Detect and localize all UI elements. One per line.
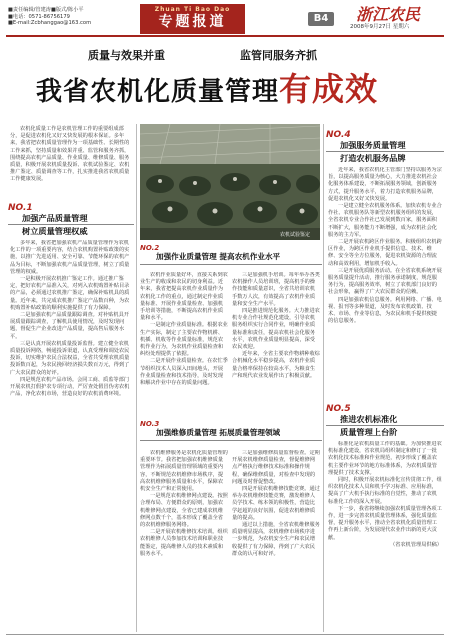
section-3-para: 二是开展农机维修技术培训。组织农机维修人员参加技术培训和职业技能鉴定，提高维修人员的技术素质和服务水平。 <box>140 529 228 557</box>
section-2-title-rule <box>140 264 322 265</box>
editor-line: ■责任编辑/管建涛■版式/陈小平 <box>8 7 84 13</box>
section-1-title-line2: 树立质量管理权威 <box>22 226 88 236</box>
section-4-title-line1: 加强服务质量管理 <box>340 140 406 150</box>
section-4-title-line2: 打造农机服务品牌 <box>340 153 406 163</box>
section-1-para: 一是积极开展农机推广鉴定工作。通过推广鉴定，把好农机产品准入关，对列入农机购置补贴目录的产品，必须通过农机推广鉴定，确保补贴机具的质量。近年来，共完成农机推广鉴定产品数百种，为农机购置补贴政策的顺利实施提供了有力保障。 <box>10 276 130 311</box>
section-3-title-rule <box>140 440 322 441</box>
section-5-title-line2: 质量管理上台阶 <box>340 427 398 437</box>
section-2-number: NO.2 <box>140 244 160 252</box>
section-1-para: 多年来，我省把加强农机产品质量管理作为农机化工作的一项重要内容，结合农机购置补贴政策的实施，以推广先进适用、安全可靠、节能环保的农机产品为目标，不断加强农机产品质量管理，树立了质量管理的权威。 <box>10 240 130 275</box>
section-2-para: 三是加强机手培训。每年举办各类农机操作人员培训班，提高机手的操作技能和质量意识，全省共培训农机手数万人次，有效提高了农机作业质量和安全生产水平。 <box>232 272 320 307</box>
headline-kicker-right: 监管同服务齐抓 <box>240 49 317 62</box>
section-3-header <box>140 420 322 441</box>
section-3-para: 农机维修服务是农机化质量管理的重要环节。我省把加强农机维修质量管理作为拓展质量管理领域的重要内容，不断规范农机维修市场秩序，提高农机维修服务质量和水平，保障农机安全生产和正常使用。 <box>140 450 228 493</box>
section-4-number: NO.4 <box>326 130 351 140</box>
section-1-header <box>8 203 134 236</box>
email-line: ■E-mail:Zcbhanggao@163.com <box>8 20 92 26</box>
section-banner <box>140 4 245 34</box>
section-2-para: 农机作业质量好坏，直接关系到农业生产的收成和农民的切身利益。近年来，我省把提高农机作业质量作为农机化工作的重点，通过制定作业质量标准、开展作业质量检查、加强机手培训等措施，不断提高农机作业质量和水平。 <box>140 272 228 322</box>
section-1-body <box>10 240 132 630</box>
section-1-para: 四是规范农机产品市场。会同工商、质监等部门开展农机打假护农专项行动，严厉查处假冒伪劣农机产品，净化农机市场，营造良好的农机消费环境。 <box>10 376 130 398</box>
section-5-para: 下一步，我省将继续加强农机质量管理各项工作，进一步完善农机质量管理体系，强化质量监督，提升服务水平，推动全省农机化质量管理工作再上新台阶，为发展现代农业作出新的更大贡献。 <box>328 505 442 541</box>
section-name-cn: 专题报道 <box>158 14 227 30</box>
section-5-body <box>328 441 442 631</box>
intro-paragraph: 农机化质量工作是农机管理工作的重要组成部分，是促进农机化又好又快发展的根本保证。多年来，我省把农机质量管理作为一项基础性、长期性的工作来抓，坚持质量和效果并重、监管和服务齐抓，围绕提高农机产品质量、作业质量、维修质量、服务质量，积极开展农机质量投诉、农机试验鉴定、农机推广鉴定、质量调查等工作，扎实推进我省农机质量工作健康发展。 <box>10 126 130 183</box>
section-2-header <box>140 244 322 265</box>
section-4-para: 一是建立健全农机服务体系。加快农机专业合作社、农机服务队等新型农机服务组织的发展，全省农机专业合作社已发展到数百家，服务面积不断扩大，服务能力不断增强，成为农机社会化服务的主力军。 <box>328 203 442 238</box>
section-2-para: 二是开展作业质量检查。在农忙季节组织技术人员深入田间地头，开展作业质量检查和技术指导，及时发现和解决作业中存在的质量问题。 <box>140 358 228 387</box>
headline-main-plain: 我省农机化质量管理 <box>36 77 280 107</box>
section-3-title: 加强维修质量管理 拓展质量管理领域 <box>156 428 281 437</box>
section-3-para: 三是加强维修质量监督检查。定期开展农机维修质量检查，督促维修网点严格执行维修技术标准和操作规程，确保维修质量，对检查中发现的问题及时督促整改。 <box>232 450 320 485</box>
editor-info <box>8 7 91 27</box>
column-divider <box>323 124 324 632</box>
section-5-title-line1: 推进农机标准化 <box>340 414 398 424</box>
section-1-para: 二是加强农机产品质量跟踪调查。对补贴机具开展质量跟踪调查，了解机具使用情况，及时发现问题，督促生产企业改进产品质量，提高售后服务水平。 <box>10 312 129 340</box>
greenhouse-photo <box>140 124 320 240</box>
section-2-body-left <box>140 272 228 418</box>
phone-line: ■电话：0571-86756179 <box>8 13 70 20</box>
section-2-title: 加强作业质量管理 提高农机作业水平 <box>156 252 281 261</box>
section-1-title-rule <box>8 224 134 225</box>
section-name-en: Zhuan Ti Bao Dao <box>154 6 231 13</box>
section-5-header <box>326 404 444 437</box>
section-2-para: 近年来，全省主要农作物耕种收综合机械化水平稳步提高，农机作业质量合格率保持在较高水平，为粮食生产和现代农业发展作出了积极贡献。 <box>232 351 320 379</box>
section-5-para: 标准化是农机质量工作的基础。为加快推进农机标准化建设，省农机局组织制定和修订了一批农机化技术标准和作业规范，初步形成了覆盖农机主要作业环节的地方标准体系，为农机质量管理提供了技术支撑。 <box>328 441 442 476</box>
section-5-para: 同时，积极开展农机标准化宣传贯彻工作，组织农机化技术人员和机手学习标准、应用标准，提高了广大机手执行标准的自觉性，推动了农机标准化工作的深入开展。 <box>328 477 442 505</box>
section-4-para: 二是开展农机跨区作业服务。积极组织农机跨区作业，为跨区作业机手提供信息、技术、维修、安全等全方位服务，促进农机资源的合理流动和高效利用，增加机手收入。 <box>328 239 442 267</box>
section-3-body-right <box>232 450 320 632</box>
section-5-number: NO.5 <box>326 404 351 414</box>
headline-main <box>36 64 378 110</box>
bottom-rule <box>6 634 444 635</box>
section-4-para: 三是开展优质服务活动。在全省农机系统开展服务质量提升活动，推行服务承诺制度，规范服务行为，提高服务效率，树立了农机部门良好的社会形象，赢得了广大农民群众的信赖。 <box>328 267 442 296</box>
page-number-badge: B4 <box>308 12 334 26</box>
column-divider <box>136 124 137 632</box>
section-4-para: 四是加强农机信息服务。利用网络、广播、电视、报刊等多种渠道，及时发布农机政策、技术、市场、作业等信息，为农民和机手提供便捷的信息服务。 <box>328 296 442 325</box>
news-photo <box>140 124 320 240</box>
section-1-number: NO.1 <box>8 203 33 213</box>
section-5-byline: （省农机管理局供稿） <box>390 541 442 548</box>
section-4-para: 近年来，我省农机化主管部门坚持以服务为宗旨，以提高服务质量为核心，大力推进农机社会化服务体系建设，不断拓展服务领域，创新服务方式，提升服务水平，着力打造农机服务品牌，促进农机化又好又快发展。 <box>328 167 442 202</box>
section-2-para: 一是制定作业质量标准。根据农业生产实际，制定了主要农作物机耕、机插、机收等作业质量标准，规范农机作业行为，为农机作业质量检查和纠纷处理提供了依据。 <box>140 322 228 358</box>
section-3-para: 四是开展农机维修技能竞赛。通过举办农机维修技能竞赛，激发维修人员学技术、练本领的积极性，营造比学赶超的良好氛围，促进农机维修质量的提高。 <box>232 486 320 521</box>
section-4-body <box>328 167 442 399</box>
headline-main-accent: 有成效 <box>279 70 379 108</box>
section-3-body-left <box>140 450 228 632</box>
paper-name: 浙江农民 <box>356 5 421 24</box>
section-3-para: 通过以上措施，全省农机维修服务质量明显提高，农机维修市场秩序进一步规范，为农机安全生产和农民增收提供了有力保障，得到了广大农民群众的认可和好评。 <box>232 522 320 557</box>
section-4-title-rule <box>326 151 444 152</box>
masthead-rule <box>6 35 444 37</box>
section-2-body-right <box>232 272 320 418</box>
section-1-title-line1: 加强产品质量管理 <box>22 213 88 223</box>
headline-kicker-left: 质量与效果并重 <box>88 49 165 62</box>
section-4-header <box>326 130 444 163</box>
section-5-title-rule <box>326 425 444 426</box>
section-3-para: 一是规范农机维修网点建设。按照合理布局、方便群众的原则，加强农机维修网点建设，全省已建成农机维修网点数千个，基本形成了覆盖全省的农机维修服务网络。 <box>140 493 228 529</box>
photo-caption: 农机试验鉴定 <box>280 232 311 238</box>
section-2-para: 四是推进规范化服务。大力推进农机专业合作社规范化建设，引导农机服务组织实行合同作业，明确作业质量标准和责任，提高农机社会化服务水平，农机作业质量明显提高，深受农民欢迎。 <box>232 308 320 351</box>
issue-date: 2008年9月27日 星期六 <box>350 24 410 30</box>
section-3-number: NO.3 <box>140 420 160 428</box>
section-1-para: 三是认真开展农机质量投诉监督。建立健全农机质量投诉网络，畅通投诉渠道，认真受理和调处农民投诉，切实维护农民合法权益，全省共受理农机质量投诉数百起，为农民挽回经济损失数百万元，得到了广大农民群众的好评。 <box>10 340 130 376</box>
